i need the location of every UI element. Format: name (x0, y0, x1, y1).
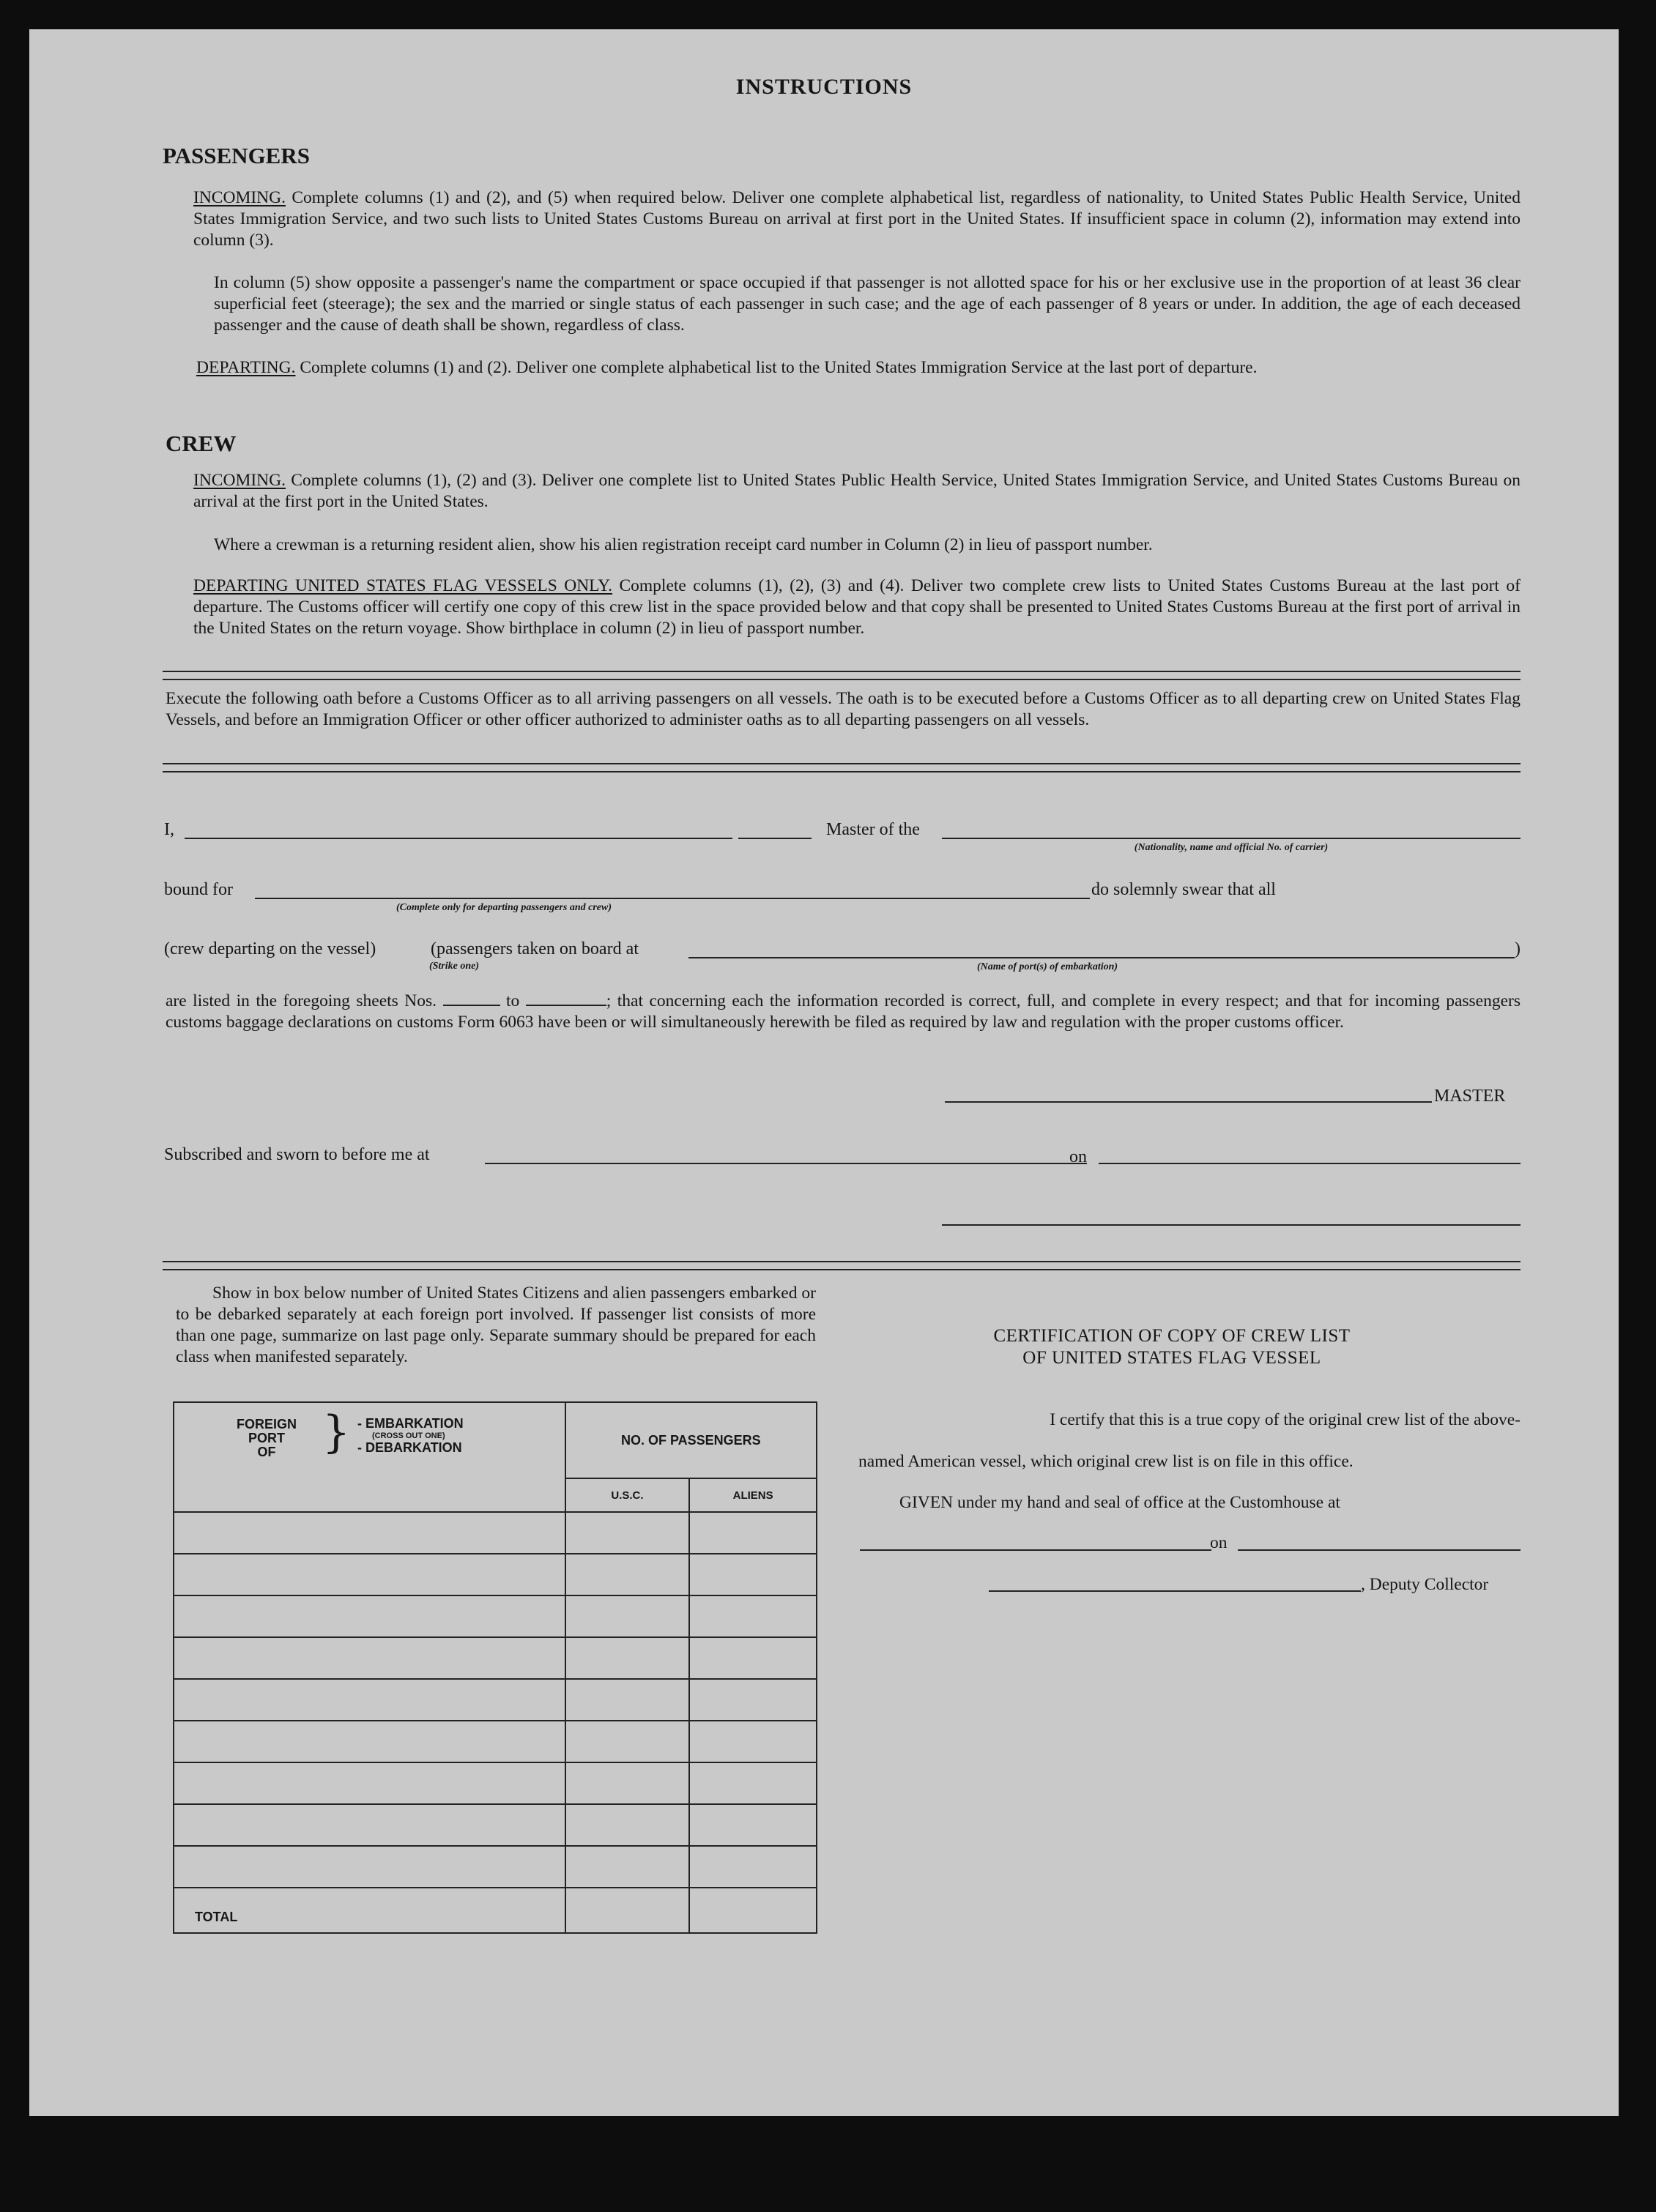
table-row (174, 1595, 817, 1637)
strike-one-note: (Strike one) (428, 961, 480, 972)
crew-departing-text: Complete columns (1), (2), (3) and (4). Deliver two complete crew lists to United States Customs Bureau at the last port of departure. The Customs officer will certify one copy of this crew list in the space provided below and that copy shall be presented to United States Customs Bureau at the first port of arrival in the United States on the return voyage. Show birthplace in column (2) in lieu of passport number. (193, 576, 1521, 638)
deputy-collector-signature-field[interactable] (989, 1590, 1361, 1592)
port-cell[interactable] (174, 1762, 565, 1804)
crew-incoming-paragraph (193, 470, 1521, 513)
certification-title-line1: CERTIFICATION OF COPY OF CREW LIST (993, 1326, 1351, 1346)
port-label: PORT (248, 1431, 285, 1445)
bound-for-field[interactable] (255, 898, 1090, 899)
port-cell[interactable] (174, 1846, 565, 1888)
table-header-row (174, 1402, 817, 1478)
passengers-departing-text: Complete columns (1) and (2). Deliver one complete alphabetical list to the United States Immigration Service at the last port of departure. (295, 358, 1258, 377)
crew-departing-paragraph (193, 576, 1521, 639)
sworn-place-field[interactable] (485, 1163, 1087, 1164)
total-row (174, 1888, 817, 1933)
passengers-incoming-text: Complete columns (1) and (2), and (5) when required below. Deliver one complete alphabetical list, regardless of nationality, to United States Public Health Service, United States Immigration Service, and two such lists to United States Customs Bureau on arrival at first port in the United States. If insufficient space in column (2), information may extend into column (3). (193, 188, 1521, 250)
table-row (174, 1721, 817, 1762)
complete-only-note: (Complete only for departing passengers and crew) (396, 902, 612, 913)
port-cell[interactable] (174, 1554, 565, 1595)
port-cell[interactable] (174, 1512, 565, 1554)
usc-cell[interactable] (565, 1846, 690, 1888)
oath-i-label: I, (164, 820, 174, 839)
table-row (174, 1512, 817, 1554)
usc-total-cell[interactable] (565, 1888, 690, 1933)
section-divider (163, 763, 1521, 772)
usc-cell[interactable] (565, 1679, 690, 1721)
table-row (174, 1846, 817, 1888)
bound-for-label: bound for (164, 880, 233, 899)
aliens-cell[interactable] (689, 1637, 817, 1679)
certification-title (886, 1325, 1458, 1369)
brace-glyph: } (322, 1407, 351, 1458)
certification-on-label: on (1210, 1533, 1228, 1552)
certification-text-2: named American vessel, which original crew list is on file in this office. (858, 1452, 1354, 1471)
listed-paragraph (166, 990, 1521, 1033)
section-divider (163, 671, 1521, 680)
certification-text-3: GIVEN under my hand and seal of office at the Customhouse at (899, 1493, 1340, 1512)
sworn-on-label: on (1069, 1147, 1087, 1166)
table-row (174, 1679, 817, 1721)
no-passengers-header: NO. OF PASSENGERS (565, 1402, 817, 1478)
passengers-column5-paragraph: In column (5) show opposite a passenger's name the compartment or space occupied if that passenger is not allotted space for his or her exclusive use in the proportion of at least 36 clear superficial feet (steerage); the sex and the married or single status of each passenger in such case; and the age of each passenger of 8 years or under. In addition, the age of each deceased passenger and the cause of death shall be shown, regardless of class. (214, 273, 1521, 335)
officer-signature-field[interactable] (942, 1224, 1521, 1226)
page-title: INSTRUCTIONS (735, 75, 913, 99)
aliens-total-cell[interactable] (689, 1888, 817, 1933)
cross-out-note: (CROSS OUT ONE) (372, 1431, 445, 1440)
usc-cell[interactable] (565, 1721, 690, 1762)
section-divider (163, 1261, 1521, 1270)
aliens-cell[interactable] (689, 1762, 817, 1804)
listed-to-text: to (506, 991, 520, 1010)
aliens-cell[interactable] (689, 1679, 817, 1721)
port-header-cell (174, 1402, 565, 1512)
usc-cell[interactable] (565, 1637, 690, 1679)
of-label: OF (257, 1445, 276, 1459)
aliens-cell[interactable] (689, 1554, 817, 1595)
total-label: TOTAL (195, 1910, 238, 1924)
nationality-note: (Nationality, name and official No. of carrier) (1134, 842, 1329, 853)
certification-text-1: I certify that this is a true copy of the original crew list of the above- (1050, 1410, 1521, 1429)
table-row (174, 1554, 817, 1595)
passengers-heading: PASSENGERS (163, 143, 310, 168)
foreign-port-of (215, 1418, 318, 1459)
aliens-header: ALIENS (689, 1478, 817, 1512)
swear-text: do solemnly swear that all (1091, 880, 1276, 899)
usc-header: U.S.C. (565, 1478, 690, 1512)
certification-title-line2: OF UNITED STATES FLAG VESSEL (1022, 1348, 1321, 1368)
sheet-from-field[interactable] (443, 990, 500, 1006)
certification-date-field[interactable] (1238, 1549, 1521, 1551)
deputy-collector-label: , Deputy Collector (1361, 1575, 1489, 1594)
port-cell[interactable] (174, 1637, 565, 1679)
sworn-date-field[interactable] (1099, 1163, 1521, 1164)
master-signature-field[interactable] (945, 1101, 1432, 1103)
oath-instructions: Execute the following oath before a Customs Officer as to all arriving passengers on all vessels. The oath is to be executed before a Customs Officer as to all departing crew on United States Flag Vessels, and before an Immigration Officer or other officer authorized to administer oaths as to all departing passengers on all vessels. (166, 689, 1521, 729)
port-cell[interactable] (174, 1595, 565, 1637)
aliens-cell[interactable] (689, 1512, 817, 1554)
passengers-incoming-paragraph (193, 187, 1521, 251)
crew-incoming-label: INCOMING. (193, 471, 286, 490)
usc-cell[interactable] (565, 1804, 690, 1846)
crew-incoming-text: Complete columns (1), (2) and (3). Deliver one complete list to United States Public Health Service, United States Immigration Service, and United States Customs Bureau on arrival at the first port in the United States. (193, 471, 1521, 511)
usc-cell[interactable] (565, 1512, 690, 1554)
crew-departing-label: DEPARTING UNITED STATES FLAG VESSELS ONLY. (193, 576, 612, 595)
master-name-field-ext[interactable] (738, 838, 812, 839)
crew-heading: CREW (166, 431, 237, 456)
passengers-taken-option[interactable]: (passengers taken on board at (431, 939, 639, 958)
aliens-cell[interactable] (689, 1804, 817, 1846)
debarkation-option[interactable]: - DEBARKATION (357, 1440, 462, 1455)
passenger-summary-table (173, 1401, 817, 1934)
carrier-field[interactable] (942, 838, 1521, 839)
embarkation-option[interactable]: - EMBARKATION (357, 1416, 464, 1431)
listed-text-a: are listed in the foregoing sheets Nos. (166, 991, 437, 1010)
port-cell[interactable] (174, 1679, 565, 1721)
document-page (29, 29, 1619, 2116)
table-row (174, 1762, 817, 1804)
foreign-label: FOREIGN (236, 1417, 297, 1431)
crew-departing-option[interactable]: (crew departing on the vessel) (164, 939, 376, 958)
usc-cell[interactable] (565, 1595, 690, 1637)
close-paren: ) (1515, 939, 1521, 958)
embark-debark-options (357, 1416, 464, 1456)
passengers-incoming-label: INCOMING. (193, 188, 286, 207)
table-row (174, 1804, 817, 1846)
passengers-departing-paragraph (196, 357, 1521, 379)
listed-text-b: ; that concerning each the information recorded is correct, full, and complete in every respect; and that for incoming passengers customs baggage declarations on customs Form 6063 have been or will simultaneously herewith be filed as required by law and regulation with the proper customs officer. (166, 991, 1521, 1032)
total-label-cell (174, 1888, 565, 1933)
master-signature-label: MASTER (1434, 1087, 1506, 1106)
ports-note: (Name of port(s) of embarkation) (976, 961, 1118, 972)
port-cell[interactable] (174, 1804, 565, 1846)
crew-alien-paragraph: Where a crewman is a returning resident alien, show his alien registration receipt card number in Column (2) in lieu of passport number. (214, 535, 1153, 554)
master-name-field[interactable] (185, 838, 732, 839)
usc-cell[interactable] (565, 1762, 690, 1804)
aliens-cell[interactable] (689, 1595, 817, 1637)
summary-instructions: Show in box below number of United States Citizens and alien passengers embarked or to be debarked separately at each foreign port involved. If passenger list consists of more than one page, summarize on last page only. Separate summary should be prepared for each class when manifested separately. (176, 1284, 816, 1366)
customhouse-field[interactable] (860, 1549, 1211, 1551)
subscribed-label: Subscribed and sworn to before me at (164, 1145, 430, 1164)
port-cell[interactable] (174, 1721, 565, 1762)
sheet-to-field[interactable] (526, 990, 606, 1006)
master-of-the-label: Master of the (826, 820, 920, 839)
embarkation-port-field[interactable] (688, 957, 1515, 958)
aliens-cell[interactable] (689, 1846, 817, 1888)
aliens-cell[interactable] (689, 1721, 817, 1762)
usc-cell[interactable] (565, 1554, 690, 1595)
passengers-departing-label: DEPARTING. (196, 358, 296, 377)
table-row (174, 1637, 817, 1679)
